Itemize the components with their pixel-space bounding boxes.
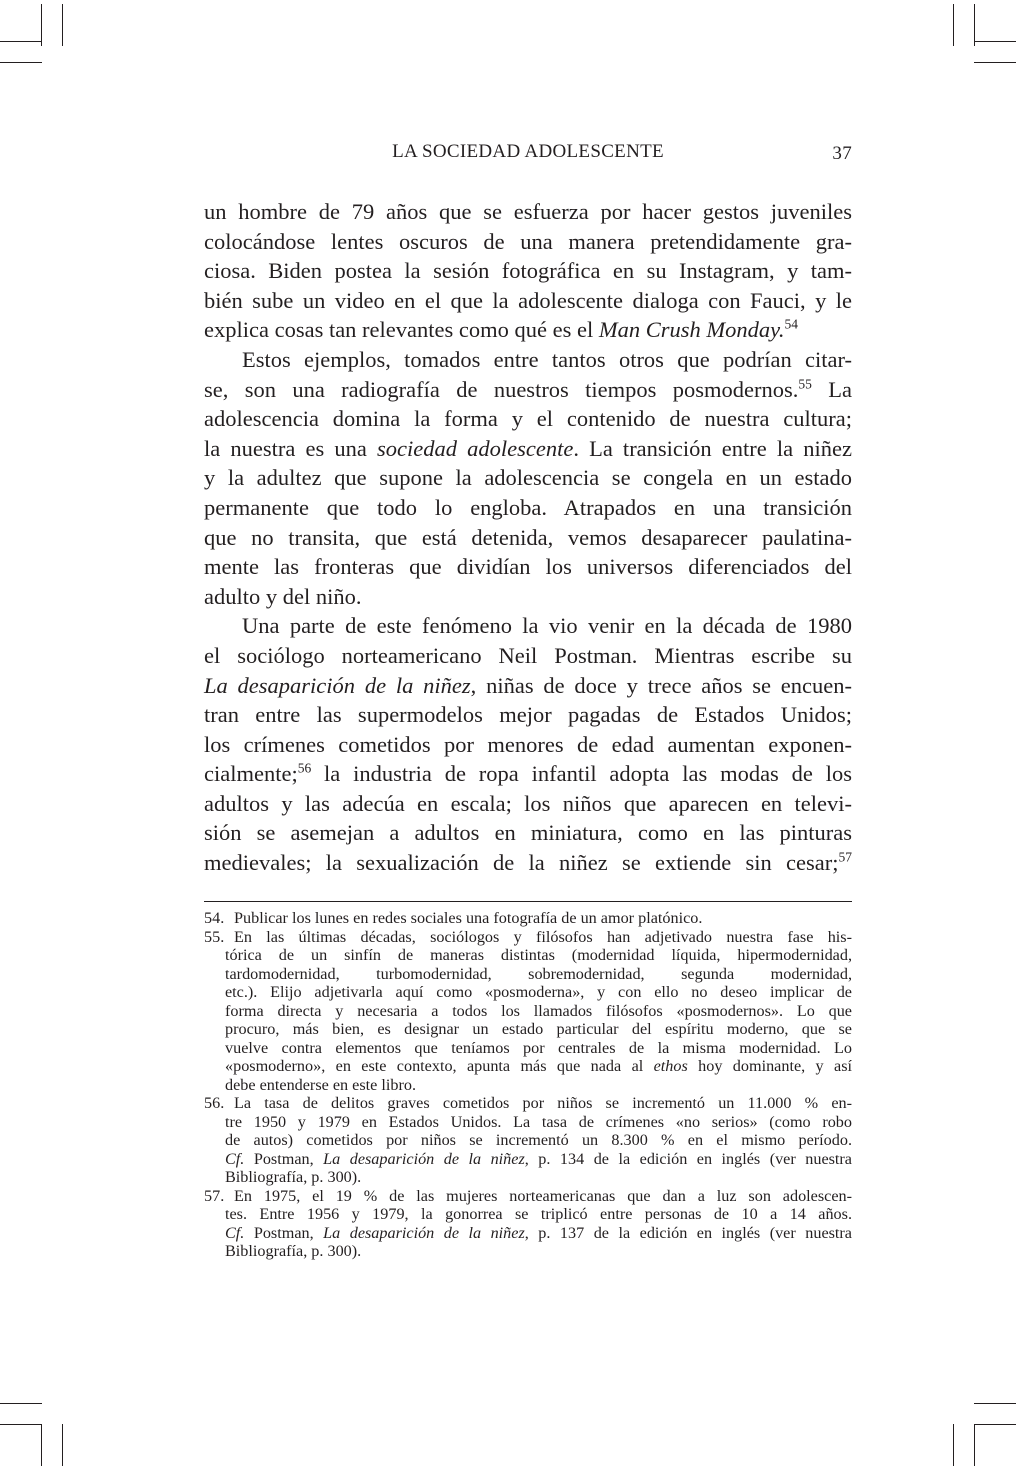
footnote-line: forma directa y necesaria a todos los llamados filósofos «posmodernos». Lo que: [225, 1001, 852, 1020]
footnote-line: procuro, más bien, es designar un estado particular del espíritu moderno, que se: [225, 1020, 852, 1038]
footnote-line: tre 1950 y 1979 en Estados Unidos. La tasa de crímenes «no serios» (como robo: [225, 1112, 852, 1131]
italic-term: sociedad adolescente: [376, 435, 574, 461]
footnote-ref: 57: [838, 849, 852, 865]
italic-title: Man Crush Monday.: [598, 317, 785, 343]
footnote-line: tardomodernidad, turbomodernidad, sobremodernidad, segunda modernidad,: [225, 964, 852, 983]
footnote-line: Bibliografía, p. 300).: [225, 1168, 362, 1186]
text-line: los crímenes cometidos por menores de edad aumentan exponen-: [204, 731, 852, 757]
footnote-line: vuelve contra elementos que teníamos por centrales de la misma modernidad. Lo: [225, 1038, 852, 1057]
footnote-ref: 54: [784, 316, 798, 332]
text-line: tran entre las supermodelos mejor pagadas de Estados Unidos;: [204, 702, 852, 728]
text-line: bién sube un video en el que la adolescente dialoga con Fauci, y le: [204, 287, 852, 313]
footnote-number: 55.: [204, 927, 225, 946]
italic-title: La desaparición de la niñez: [323, 1149, 525, 1168]
crop-mark: [974, 1424, 975, 1466]
footnote-57: [204, 1187, 852, 1261]
crop-mark: [41, 1424, 42, 1466]
text-line: permanente que todo lo engloba. Atrapados en una transición: [204, 494, 852, 520]
footnote-number: 57.: [204, 1186, 225, 1205]
text-line: Estos ejemplos, tomados entre tantos otros que podrían citar-: [242, 346, 852, 372]
footnote-line: debe entenderse en este libro.: [225, 1075, 417, 1094]
crop-mark: [41, 4, 42, 46]
body-text: [204, 197, 852, 878]
footnote-line: tórica de un sinfín de maneras distintas (modernidad líquida, hipermodernidad,: [225, 946, 852, 964]
text-line: sión se asemejan a adultos en miniatura, como en las pinturas: [204, 820, 852, 846]
footnote-line: 54. Publicar los lunes en redes sociales una fotografía de un amor platónico.: [204, 909, 703, 927]
footnote-line: Cf. Postman, La desaparición de la niñez, p. 137 de la edición en inglés (ver nuestra: [225, 1223, 852, 1242]
text-line: adulto y del niño.: [204, 583, 362, 609]
text-line: adolescencia domina la forma y el contenido de nuestra cultura;: [204, 406, 852, 432]
footnote-54: [204, 909, 852, 928]
crop-mark: [974, 1403, 1016, 1404]
footnote-line: 57. En 1975, el 19 % de las mujeres norteamericanas que dan a luz son adolescen-: [204, 1186, 852, 1205]
crop-mark: [0, 1403, 42, 1404]
text-line: adultos y las adecúa en escala; los niños que aparecen en televi-: [204, 790, 852, 816]
text-line: que no transita, que está detenida, vemos desaparecer paulatina-: [204, 524, 852, 550]
italic-term: ethos: [653, 1057, 688, 1075]
footnote-line: etc.). Elijo adjetivarla aquí como «posmoderna», y con ello no deseo implicar de: [225, 983, 852, 1001]
crop-mark: [974, 62, 1016, 63]
text-line: ciosa. Biden postea la sesión fotográfica en su Instagram, y tam-: [204, 258, 852, 284]
footnote-number: 56.: [204, 1094, 225, 1112]
footnote-line: tes. Entre 1956 y 1979, la gonorrea se triplicó entre personas de 10 a 14 años.: [225, 1205, 852, 1223]
footnotes: [204, 909, 852, 1261]
text-line: un hombre de 79 años que se esfuerza por hacer gestos juveniles: [204, 199, 852, 224]
page-number: 37: [832, 143, 852, 164]
footnote-line: de autos) cometidos por niños se incrementó un 8.300 % en el mismo período.: [225, 1131, 852, 1149]
footnote-line: 56. La tasa de delitos graves cometidos por niños se incrementó un 11.000 % en-: [204, 1094, 852, 1112]
text-line: cialmente;$^{56}$ la industria de ropa infantil adopta las modas de los: [204, 760, 852, 787]
footnote-rule: [204, 901, 852, 902]
crop-mark: [974, 41, 1016, 42]
text-line: La desaparición de la niñez, niñas de doce y trece años se encuen-: [204, 672, 852, 698]
text-line: explica cosas tan relevantes como qué es el Man Crush Monday.$^{54}$: [204, 316, 798, 343]
footnote-56: [204, 1094, 852, 1187]
running-title: LA SOCIEDAD ADOLESCENTE: [392, 141, 664, 162]
crop-mark: [0, 41, 42, 42]
footnote-ref: 56: [297, 760, 312, 776]
running-head: [204, 141, 852, 167]
italic-title: La desaparición de la niñez: [204, 672, 471, 698]
crop-mark: [0, 1424, 42, 1425]
footnote-line: Bibliografía, p. 300).: [225, 1242, 362, 1260]
footnote-number: 54.: [204, 909, 225, 927]
crop-mark: [974, 1424, 1016, 1425]
crop-mark: [953, 1424, 954, 1466]
footnote-line: 55. En las últimas décadas, sociólogos y filósofos han adjetivado nuestra fase his-: [204, 927, 852, 946]
crop-mark: [974, 4, 975, 46]
crop-mark: [953, 4, 954, 46]
crop-mark: [62, 1424, 63, 1466]
italic-abbrev: Cf.: [225, 1149, 245, 1168]
text-line: se, son una radiografía de nuestros tiempos posmodernos.$^{55}$ La: [204, 376, 852, 402]
crop-mark: [62, 4, 63, 46]
text-line: el sociólogo norteamericano Neil Postman. Mientras escribe su: [204, 642, 852, 668]
text-line: medievales; la sexualización de la niñez se extiende sin cesar;$^{57}$: [204, 849, 852, 876]
text-line: mente las fronteras que dividían los universos diferenciados del: [204, 554, 852, 580]
crop-mark: [0, 62, 42, 63]
footnote-ref: 55: [798, 376, 812, 392]
text-line: Una parte de este fenómeno la vio venir en la década de 1980: [242, 613, 852, 639]
italic-title: La desaparición de la niñez: [323, 1223, 525, 1242]
italic-abbrev: Cf.: [225, 1223, 245, 1242]
footnote-55: [204, 928, 852, 1095]
text-line: la nuestra es una sociedad adolescente. La transición entre la niñez: [204, 435, 852, 461]
text-line: y la adultez que supone la adolescencia se congela en un estado: [204, 465, 852, 491]
text-line: colocándose lentes oscuros de una manera pretendidamente gra-: [204, 228, 852, 254]
footnote-line: Cf. Postman, La desaparición de la niñez, p. 134 de la edición en inglés (ver nuestra: [225, 1149, 852, 1168]
footnote-line: «posmoderno», en este contexto, apunta más que nada al ethos hoy dominante, y así: [225, 1057, 852, 1075]
